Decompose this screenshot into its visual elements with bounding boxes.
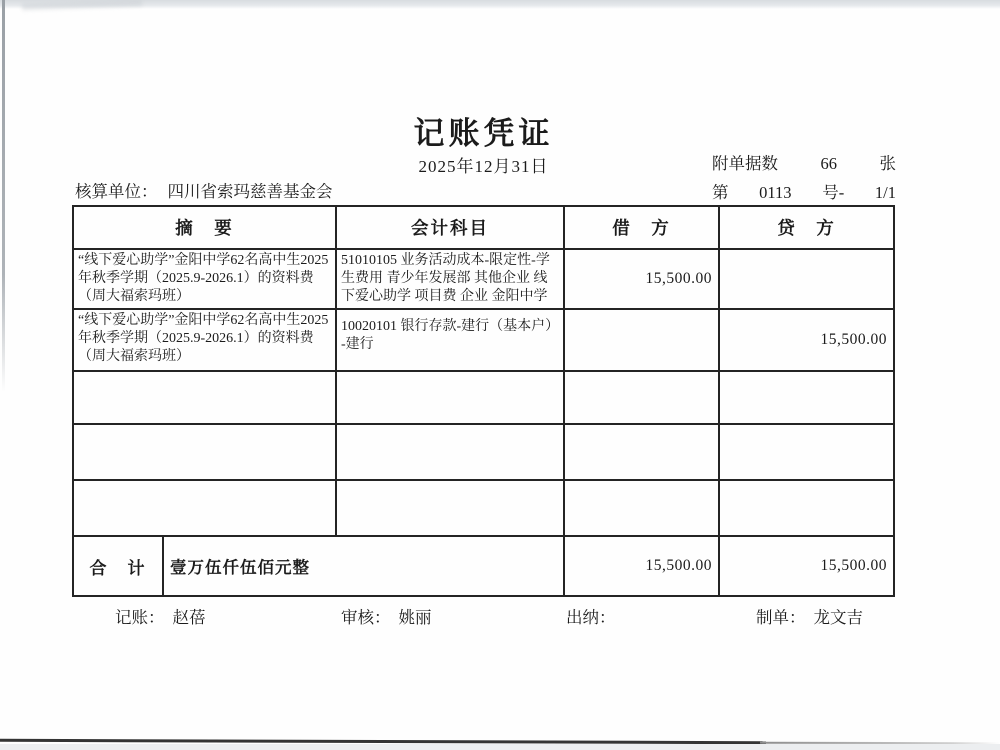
table-row [74,372,893,425]
voucher-title: 记账凭证 [413,116,554,151]
total-amount-in-words: 壹万伍仟伍佰元整 [164,537,565,595]
row-summary [74,372,337,423]
table-header-row [74,207,893,250]
row-debit [565,372,720,423]
table-row [74,481,893,537]
total-credit: 15,500.00 [820,557,887,574]
voucher-date: 2025年12月31日 [418,157,549,176]
total-debit: 15,500.00 [565,537,720,595]
cashier-label: 出纳： [566,608,616,627]
signature-bookkeeper [115,604,206,628]
voucher-no-prefix: 第 [712,183,729,202]
row-credit [720,372,893,423]
table-total-row [74,537,893,595]
row-debit [565,481,720,535]
preparer-name: 龙文吉 [813,608,863,627]
signature-reviewer [341,604,432,628]
row-credit [720,425,893,479]
voucher-table [72,205,895,597]
attachment-unit: 张 [879,154,896,173]
table-row [74,425,893,481]
bookkeeper-label: 记账： [115,608,165,627]
row-account [337,425,565,479]
header-debit: 借 方 [565,207,720,248]
row-summary: “线下爱心助学”金阳中学62名高中生2025年秋季学期（2025.9-2026.1）的资料费（周大福索玛班） [74,310,337,370]
scan-background-bottom [0,744,1000,750]
accounting-unit-label: 核算单位： [75,182,158,201]
attachment-label: 附单据数 [712,154,778,173]
reviewer-label: 审核： [341,608,391,627]
scan-edge-top [0,0,1000,9]
row-debit: 15,500.00 [565,250,720,308]
voucher-no-pages: 1/1 [874,183,896,202]
row-credit [720,481,893,535]
table-row [74,250,893,310]
row-credit [720,250,893,308]
row-account: 10020101 银行存款-建行（基本户）-建行 [337,310,565,370]
attachment-count-line [712,150,896,174]
header-credit: 贷 方 [777,218,836,238]
row-summary [74,425,337,479]
signature-preparer [756,604,863,628]
preparer-label: 制单： [756,608,806,627]
reviewer-name: 姚丽 [398,608,432,627]
voucher-no-number: 0113 [759,183,792,202]
header-account: 会计科目 [337,207,565,248]
row-debit [565,310,720,370]
row-credit: 15,500.00 [820,331,887,348]
row-summary [74,481,337,535]
signature-cashier [566,604,624,628]
row-account [337,372,565,423]
attachment-count: 66 [820,154,837,173]
voucher-number-line [712,179,896,203]
voucher-meta [712,150,896,208]
row-account [337,481,565,535]
row-summary: “线下爱心助学”金阳中学62名高中生2025年秋季学期（2025.9-2026.1）的资料费（周大福索玛班） [74,250,337,308]
accounting-unit-value: 四川省索玛慈善基金会 [167,182,333,201]
accounting-unit-line [75,178,333,202]
header-summary: 摘 要 [74,207,337,248]
row-account: 51010105 业务活动成本-限定性-学生费用 青少年发展部 其他企业 线下爱心助学 项目费 企业 金阳中学 [337,250,565,308]
table-row [74,310,893,372]
scan-edge-left [2,0,5,392]
row-debit [565,425,720,479]
total-label: 合 计 [74,537,164,595]
voucher-no-suffix: 号- [822,183,845,202]
bookkeeper-name: 赵蓓 [172,608,206,627]
